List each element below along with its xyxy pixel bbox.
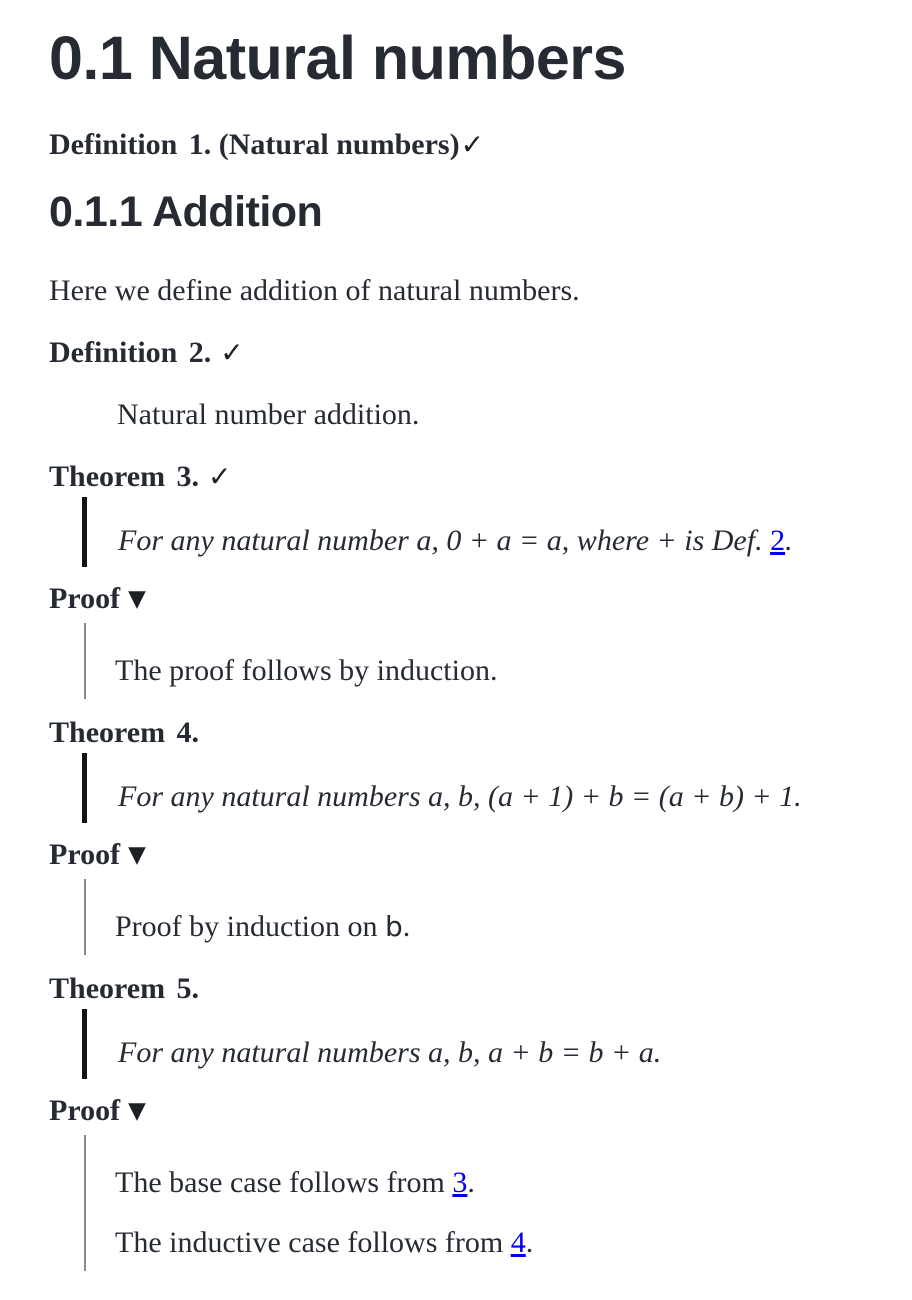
theorem-4-heading bbox=[49, 715, 872, 751]
document-body bbox=[49, 24, 872, 1271]
theorem-4-statement: For any natural numbers a, b, (a + 1) + b = (a + b) + 1. bbox=[118, 780, 802, 813]
proof-text-period: . bbox=[525, 1226, 534, 1259]
theorem-3-proof-body bbox=[84, 623, 872, 699]
code-variable: b bbox=[385, 910, 403, 943]
theorem-ref-link[interactable]: 2 bbox=[770, 524, 786, 557]
verified-check-icon: ✓ bbox=[207, 460, 232, 493]
definition-1-note: (Natural numbers) bbox=[218, 128, 460, 161]
proof-label: Proof bbox=[49, 582, 121, 615]
theorem-5-block bbox=[49, 971, 872, 1271]
theorem-3-statement-quote bbox=[82, 497, 872, 567]
theorem-3-statement-period: . bbox=[785, 524, 793, 557]
theorem-3-heading bbox=[49, 459, 872, 495]
verified-check-icon: ✓ bbox=[460, 128, 485, 161]
proof-text-period: . bbox=[402, 910, 411, 943]
proof-text: The inductive case follows from bbox=[115, 1226, 511, 1259]
theorem-5-statement-quote bbox=[82, 1009, 872, 1079]
theorem-3-proof-heading[interactable] bbox=[49, 581, 872, 617]
theorem-5-proof-heading[interactable] bbox=[49, 1093, 872, 1129]
definition-2-label: Definition bbox=[49, 336, 178, 369]
collapse-triangle-icon[interactable]: ▼ bbox=[128, 1098, 146, 1124]
theorem-4-label: Theorem bbox=[49, 716, 166, 749]
proof-text-period: . bbox=[467, 1166, 475, 1199]
theorem-5-label: Theorem bbox=[49, 972, 166, 1005]
proof-paragraph bbox=[115, 1165, 872, 1201]
subsection-heading: 0.1.1 Addition bbox=[49, 188, 323, 236]
theorem-5-heading bbox=[49, 971, 872, 1007]
definition-2-heading bbox=[49, 335, 872, 371]
section-heading: 0.1 Natural numbers bbox=[49, 24, 626, 92]
proof-label: Proof bbox=[49, 838, 121, 871]
proof-label: Proof bbox=[49, 1094, 121, 1127]
theorem-ref-link[interactable]: 3 bbox=[452, 1166, 468, 1199]
collapse-triangle-icon[interactable]: ▼ bbox=[128, 586, 146, 612]
definition-1-heading bbox=[49, 127, 872, 163]
theorem-4-number: 4. bbox=[176, 716, 199, 749]
proof-paragraph: The proof follows by induction. bbox=[115, 654, 498, 687]
proof-text: Proof by induction on bbox=[115, 910, 385, 943]
definition-1-number: 1. bbox=[188, 128, 212, 161]
theorem-3-statement-text: For any natural number a, 0 + a = a, where + is Def. bbox=[118, 524, 771, 557]
definition-2-body: Natural number addition. bbox=[117, 398, 420, 431]
collapse-triangle-icon[interactable]: ▼ bbox=[128, 842, 146, 868]
verified-check-icon: ✓ bbox=[220, 336, 244, 369]
definition-2-number: 2. bbox=[188, 336, 212, 369]
theorem-3-statement bbox=[118, 523, 872, 559]
theorem-3-number: 3. bbox=[176, 460, 199, 493]
theorem-4-proof-body bbox=[84, 879, 872, 955]
theorem-5-number: 5. bbox=[176, 972, 199, 1005]
theorem-3-label: Theorem bbox=[49, 460, 166, 493]
theorem-4-block bbox=[49, 715, 872, 955]
theorem-3-block bbox=[49, 459, 872, 699]
theorem-5-proof-body bbox=[84, 1135, 872, 1271]
intro-paragraph: Here we define addition of natural numbers. bbox=[49, 274, 580, 307]
proof-paragraph bbox=[115, 909, 872, 945]
theorem-5-statement: For any natural numbers a, b, a + b = b + a. bbox=[118, 1036, 662, 1069]
definition-1-label: Definition bbox=[49, 128, 178, 161]
theorem-4-statement-quote bbox=[82, 753, 872, 823]
proof-text: The base case follows from bbox=[115, 1166, 453, 1199]
theorem-ref-link[interactable]: 4 bbox=[510, 1226, 526, 1259]
proof-paragraph bbox=[115, 1225, 872, 1261]
theorem-4-proof-heading[interactable] bbox=[49, 837, 872, 873]
